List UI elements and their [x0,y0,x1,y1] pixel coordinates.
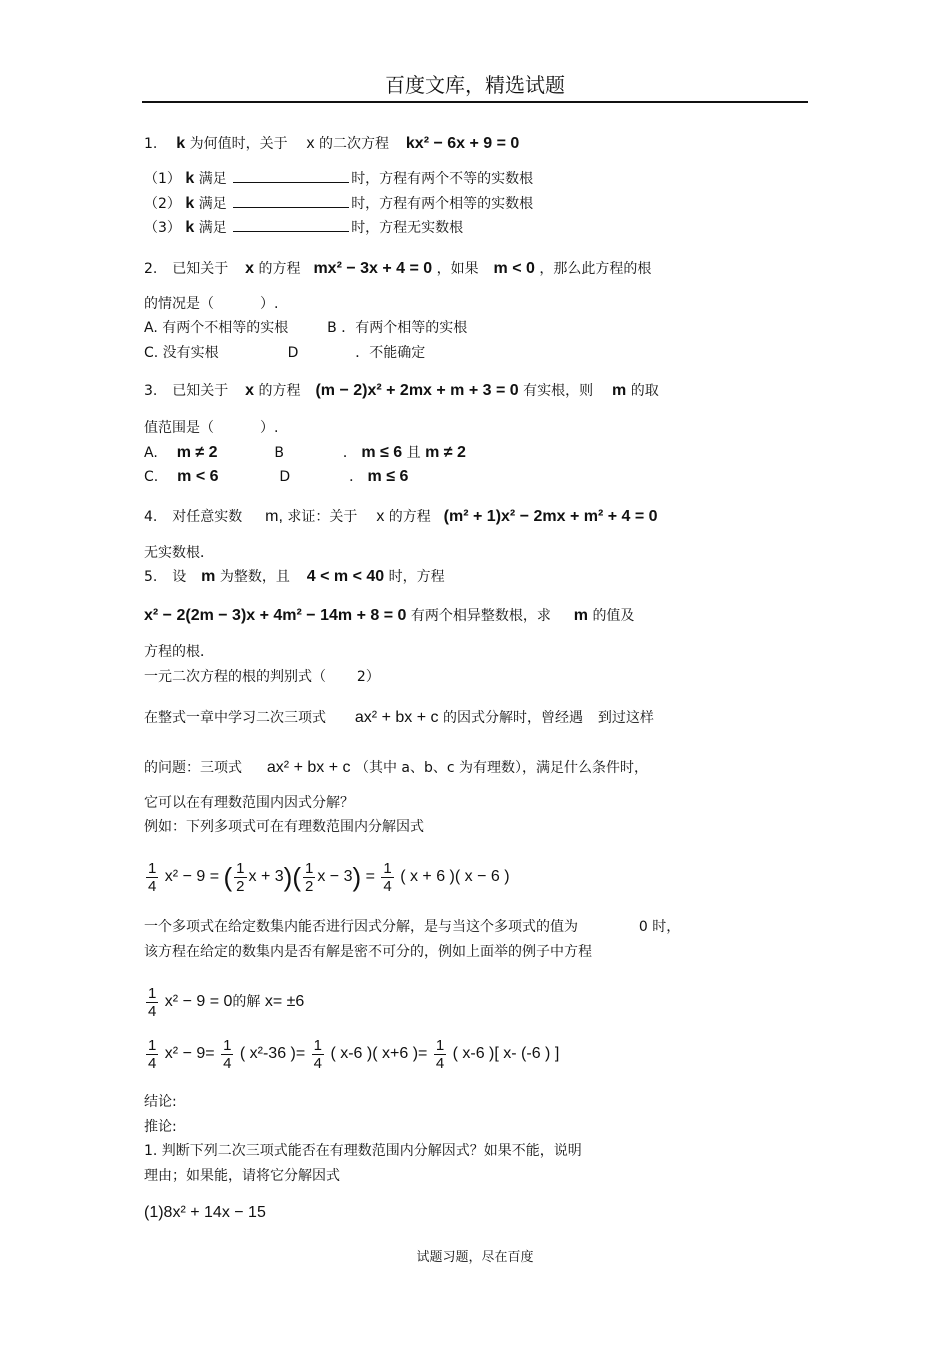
exercise-1: 1. 判断下列二次三项式能否在有理数范围内分解因式？如果不能，说明 [144,1143,582,1159]
answer-blank[interactable] [233,168,349,183]
q4-var-m: m, [265,508,283,525]
q4-text2: 求证：关于 [287,509,358,525]
q5-text5: 的值及 [592,608,635,624]
q5-var-m2: m [573,607,588,624]
header-rule [142,101,808,103]
q3-option-b: m ≤ 6 [361,444,403,461]
q1-text: 为何值时，关于 [189,136,288,152]
q2-stem-line2 [144,294,278,314]
p1-text-b: 的因式分解时，曾经遇 [442,710,583,726]
q2-text: 已知关于 [172,261,229,277]
fraction-quarter: $\frac{1}{4}$ [148,859,157,895]
q3-option-d-label: D [279,469,291,485]
q2-text4: ，那么此方程的根 [539,261,652,277]
q1-item-post: 时，方程有两个相等的实数根 [351,196,534,212]
q1-equation: kx² − 6x + 9 = 0 [405,135,520,152]
section-title-num: 2） [356,669,380,685]
q1-item-1 [144,168,533,189]
q2-option-c: C. 没有实根 [144,345,219,361]
exercise-1-item [144,1202,266,1223]
answer-blank[interactable] [233,217,349,232]
q1-item-2 [144,193,533,214]
q1-item-num: （1） [144,171,181,187]
q5-text3: 时，方程 [388,569,445,585]
q5-var-m: m [201,568,216,585]
p5-text-b: 0 时， [638,919,681,935]
p5-text-a: 一个多项式在给定数集内能否进行因式分解，是与当这个多项式的值为 [144,919,578,935]
q1-item-3 [144,217,463,238]
q2-option-b: B ．有两个相等的实根 [327,320,468,336]
q1-item-pre: 满足 [198,220,227,236]
exercise-item-expression: (1)8x² + 14x − 15 [144,1204,266,1221]
q2-text3: ，如果 [436,261,479,277]
q2-line2-end: ）. [260,296,279,312]
q5-stem [144,567,445,587]
answer-blank[interactable] [233,193,349,208]
q5-text: 设 [172,569,187,585]
q4-text3: 的方程 [388,509,431,525]
section-paragraph-3: 它可以在有理数范围内因式分解？ [144,795,354,811]
q3-line2-end: ）. [260,420,279,436]
q3-option-b-mid: 且 [406,445,421,461]
section-paragraph-5 [144,917,680,937]
q1-item-k: k [185,219,195,236]
q3-line2: 值范围是（ [144,420,214,436]
example-formula: $\frac{1}{4}$ x² − 9 = ( $\frac{1}{2}$ x + 3)( $\frac{1}{2}$ x − 3) = $\frac{1}{4}$ ( x + 6 )( x − 6 ) [148,859,510,895]
q5-text4: 有两个相异整数根，求 [410,608,551,624]
q1-text2: 的二次方程 [318,136,389,152]
p1-text-a: 在整式一章中学习二次三项式 [144,710,326,726]
q3-var-x: x [245,382,255,399]
page-header-title: 百度文库，精选试题 [385,73,565,97]
q5-equation: x² − 2(2m − 3)x + 4m² − 14m + 8 = 0 [144,607,407,624]
q1-var-k: k [176,135,186,152]
q1-item-pre: 满足 [198,196,227,212]
q1-item-post: 时，方程有两个不等的实数根 [351,171,534,187]
p1-expression: ax² + bx + c [354,709,439,726]
page-footer: 试题习题，尽在百度 [416,1250,534,1265]
q3-number: 3. [144,383,158,399]
q3-text2: 的方程 [258,383,301,399]
q3-text: 已知关于 [172,383,229,399]
q4-stem [144,507,658,527]
fraction-quarter: $\frac{1}{4}$ [223,1036,232,1072]
expanded-formula: $\frac{1}{4}$ x² − 9= $\frac{1}{4}$ ( x²-36 )= $\frac{1}{4}$ ( x-6 )( x+6 )= $\frac{1}{4}$ ( x-6 )[ x- (-6 ) ] [148,1036,560,1072]
exercise-1-line2: 理由；如果能，请将它分解因式 [144,1168,340,1184]
solution-formula: $\frac{1}{4}$ x² − 9 = 0的解 x= ±6 [148,984,305,1020]
q4-equation: (m² + 1)x² − 2mx + m² + 4 = 0 [443,508,658,525]
q5-line3: 方程的根． [144,644,214,660]
q5-text2: 为整数，且 [219,569,290,585]
q1-item-post: 时，方程无实数根 [351,220,464,236]
q1-number: 1. [144,136,158,152]
q2-text2: 的方程 [258,261,301,277]
q3-option-a: m ≠ 2 [176,444,218,461]
section-title-text: 一元二次方程的根的判别式（ [144,669,326,685]
q3-option-c: m < 6 [177,468,219,485]
p2-text-b: （其中 a、b、c 为有理数），满足什么条件时， [354,760,649,776]
q2-condition: m < 0 [493,260,535,277]
q2-equation: mx² − 3x + 4 = 0 [313,260,433,277]
q2-option-d-label: D [287,345,299,361]
q3-options-cd: C. m < 6 D ． m ≤ 6 [144,468,409,485]
q1-item-pre: 满足 [198,171,227,187]
q3-option-b-label: B [274,445,284,461]
q4-number: 4. [144,509,158,525]
section-title [144,667,380,687]
q3-options-ab: A. m ≠ 2 B ． m ≤ 6 且 m ≠ 2 [144,444,466,461]
q5-line2 [144,606,634,626]
q2-number: 2. [144,261,158,277]
q1-item-k: k [185,170,195,187]
conclusion-label: 结论: [144,1094,177,1110]
q2-options-ab [144,318,467,338]
q3-option-b2: m ≠ 2 [425,444,466,461]
p2-expression: ax² + bx + c [266,759,351,776]
q3-option-d: m ≤ 6 [367,468,409,485]
fraction-half: $\frac{1}{2}$ [236,859,245,895]
section-paragraph-2 [144,758,648,778]
q1-item-num: （2） [144,196,181,212]
q2-options-cd [144,343,425,363]
p2-text-a: 的问题：三项式 [144,760,242,776]
q2-var-x: x [245,260,255,277]
q2-option-a: A. 有两个不相等的实根 [144,320,289,336]
q5-condition: 4 < m < 40 [306,568,385,585]
fraction-quarter: $\frac{1}{4}$ [148,1036,157,1072]
q2-option-d: ．不能确定 [355,345,426,361]
q5-number: 5. [144,569,158,585]
q1-stem [144,134,519,154]
fraction-quarter: $\frac{1}{4}$ [435,1036,445,1072]
fraction-half: $\frac{1}{2}$ [304,859,314,895]
solution-text: 的解 [232,994,261,1010]
q3-stem-line2 [144,418,278,438]
q4-text: 对任意实数 [172,509,243,525]
q3-option-c-label: C. [144,469,159,485]
corollary-label: 推论: [144,1119,177,1135]
q3-var-m: m [612,382,627,399]
fraction-quarter: $\frac{1}{4}$ [383,859,392,895]
q4-var-x: x [376,508,385,525]
section-paragraph-1 [144,708,654,728]
q2-stem [144,259,651,279]
section-paragraph-4: 例如：下列多项式可在有理数范围内分解因式 [144,819,424,835]
fraction-quarter: $\frac{1}{4}$ [148,984,157,1020]
q3-equation: (m − 2)x² + 2mx + m + 3 = 0 [315,382,519,399]
q1-var-x: x [306,135,315,152]
fraction-quarter: $\frac{1}{4}$ [313,1036,322,1072]
q3-stem [144,381,659,401]
q3-text4: 的取 [630,383,659,399]
q3-option-a-label: A. [144,445,158,461]
q1-item-k: k [185,195,195,212]
p1-text-c: 到过这样 [597,710,654,726]
q3-text3: 有实根，则 [523,383,594,399]
q2-line2: 的情况是（ [144,296,214,312]
section-paragraph-6: 该方程在给定的数集内是否有解是密不可分的，例如上面举的例子中方程 [144,944,592,960]
q4-line2: 无实数根． [144,545,214,561]
q1-item-num: （3） [144,220,181,236]
solution-x: x= ±6 [264,993,305,1010]
